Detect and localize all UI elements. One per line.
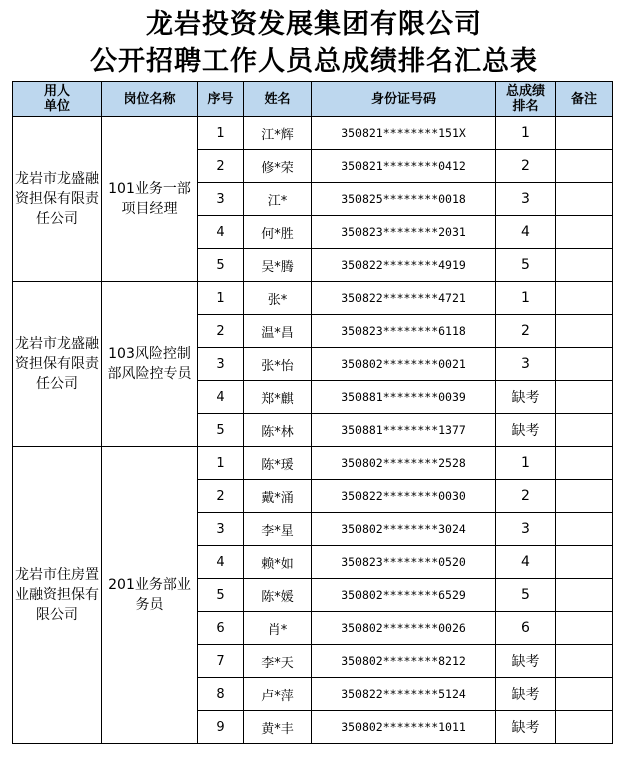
table-body [13, 117, 613, 744]
seq-cell: 5 [198, 414, 244, 447]
seq-cell: 1 [198, 447, 244, 480]
id-number-cell: 350802********8212 [312, 645, 496, 678]
remark-cell [556, 150, 613, 183]
id-number-cell: 350821********151X [312, 117, 496, 150]
header-seq: 序号 [198, 82, 244, 117]
seq-cell: 6 [198, 612, 244, 645]
remark-cell [556, 414, 613, 447]
remark-cell [556, 480, 613, 513]
remark-cell [556, 447, 613, 480]
table-row [13, 117, 613, 150]
table-row [13, 447, 613, 480]
employer-unit-cell: 龙岩市龙盛融资担保有限责任公司 [13, 117, 102, 282]
name-cell: 江*辉 [244, 117, 312, 150]
rank-cell: 5 [496, 579, 556, 612]
name-cell: 卢*萍 [244, 678, 312, 711]
seq-cell: 3 [198, 513, 244, 546]
rank-cell: 2 [496, 150, 556, 183]
seq-cell: 9 [198, 711, 244, 744]
name-cell: 戴*涌 [244, 480, 312, 513]
employer-unit-cell: 龙岩市龙盛融资担保有限责任公司 [13, 282, 102, 447]
id-number-cell: 350823********6118 [312, 315, 496, 348]
id-number-cell: 350802********2528 [312, 447, 496, 480]
seq-cell: 7 [198, 645, 244, 678]
rank-cell: 3 [496, 513, 556, 546]
remark-cell [556, 315, 613, 348]
name-cell: 黄*丰 [244, 711, 312, 744]
rank-cell: 1 [496, 117, 556, 150]
rank-cell: 4 [496, 546, 556, 579]
remark-cell [556, 183, 613, 216]
rank-cell: 6 [496, 612, 556, 645]
name-cell: 肖* [244, 612, 312, 645]
name-cell: 李*天 [244, 645, 312, 678]
id-number-cell: 350823********2031 [312, 216, 496, 249]
rank-cell: 缺考 [496, 678, 556, 711]
id-number-cell: 350822********4919 [312, 249, 496, 282]
id-number-cell: 350825********0018 [312, 183, 496, 216]
name-cell: 陈*媛 [244, 579, 312, 612]
rank-cell: 1 [496, 282, 556, 315]
seq-cell: 3 [198, 183, 244, 216]
name-cell: 张*怡 [244, 348, 312, 381]
name-cell: 何*胜 [244, 216, 312, 249]
rank-cell: 1 [496, 447, 556, 480]
id-number-cell: 350822********5124 [312, 678, 496, 711]
seq-cell: 5 [198, 249, 244, 282]
remark-cell [556, 711, 613, 744]
remark-cell [556, 117, 613, 150]
seq-cell: 1 [198, 282, 244, 315]
rank-cell: 2 [496, 315, 556, 348]
ranking-table [12, 81, 613, 744]
table-row [13, 282, 613, 315]
seq-cell: 2 [198, 480, 244, 513]
id-number-cell: 350881********1377 [312, 414, 496, 447]
remark-cell [556, 513, 613, 546]
rank-cell: 缺考 [496, 711, 556, 744]
remark-cell [556, 381, 613, 414]
position-cell: 101业务一部项目经理 [102, 117, 198, 282]
table-header-row [13, 82, 613, 117]
id-number-cell: 350802********0026 [312, 612, 496, 645]
seq-cell: 2 [198, 315, 244, 348]
remark-cell [556, 348, 613, 381]
seq-cell: 5 [198, 579, 244, 612]
id-number-cell: 350823********0520 [312, 546, 496, 579]
name-cell: 郑*麒 [244, 381, 312, 414]
id-number-cell: 350802********1011 [312, 711, 496, 744]
seq-cell: 4 [198, 216, 244, 249]
seq-cell: 4 [198, 546, 244, 579]
remark-cell [556, 645, 613, 678]
seq-cell: 4 [198, 381, 244, 414]
position-cell: 201业务部业务员 [102, 447, 198, 744]
remark-cell [556, 612, 613, 645]
header-id: 身份证号码 [312, 82, 496, 117]
id-number-cell: 350821********0412 [312, 150, 496, 183]
name-cell: 陈*林 [244, 414, 312, 447]
remark-cell [556, 216, 613, 249]
header-name: 姓名 [244, 82, 312, 117]
remark-cell [556, 249, 613, 282]
name-cell: 江* [244, 183, 312, 216]
seq-cell: 8 [198, 678, 244, 711]
id-number-cell: 350881********0039 [312, 381, 496, 414]
rank-cell: 4 [496, 216, 556, 249]
name-cell: 修*荣 [244, 150, 312, 183]
id-number-cell: 350802********3024 [312, 513, 496, 546]
name-cell: 张* [244, 282, 312, 315]
seq-cell: 2 [198, 150, 244, 183]
id-number-cell: 350802********6529 [312, 579, 496, 612]
page-subtitle: 公开招聘工作人员总成绩排名汇总表 [90, 46, 538, 77]
rank-cell: 5 [496, 249, 556, 282]
seq-cell: 1 [198, 117, 244, 150]
remark-cell [556, 678, 613, 711]
employer-unit-cell: 龙岩市住房置业融资担保有限公司 [13, 447, 102, 744]
header-rank: 总成绩排名 [496, 82, 556, 117]
rank-cell: 3 [496, 348, 556, 381]
name-cell: 温*昌 [244, 315, 312, 348]
id-number-cell: 350822********4721 [312, 282, 496, 315]
remark-cell [556, 546, 613, 579]
header-remark: 备注 [556, 82, 613, 117]
header-position: 岗位名称 [102, 82, 198, 117]
seq-cell: 3 [198, 348, 244, 381]
rank-cell: 3 [496, 183, 556, 216]
name-cell: 吴*腾 [244, 249, 312, 282]
page-title: 龙岩投资发展集团有限公司 [146, 9, 482, 40]
name-cell: 赖*如 [244, 546, 312, 579]
name-cell: 陈*瑗 [244, 447, 312, 480]
name-cell: 李*星 [244, 513, 312, 546]
id-number-cell: 350802********0021 [312, 348, 496, 381]
remark-cell [556, 579, 613, 612]
rank-cell: 2 [496, 480, 556, 513]
id-number-cell: 350822********0030 [312, 480, 496, 513]
header-unit: 用人单位 [13, 82, 102, 117]
rank-cell: 缺考 [496, 645, 556, 678]
rank-cell: 缺考 [496, 381, 556, 414]
position-cell: 103风险控制部风险控专员 [102, 282, 198, 447]
remark-cell [556, 282, 613, 315]
rank-cell: 缺考 [496, 414, 556, 447]
